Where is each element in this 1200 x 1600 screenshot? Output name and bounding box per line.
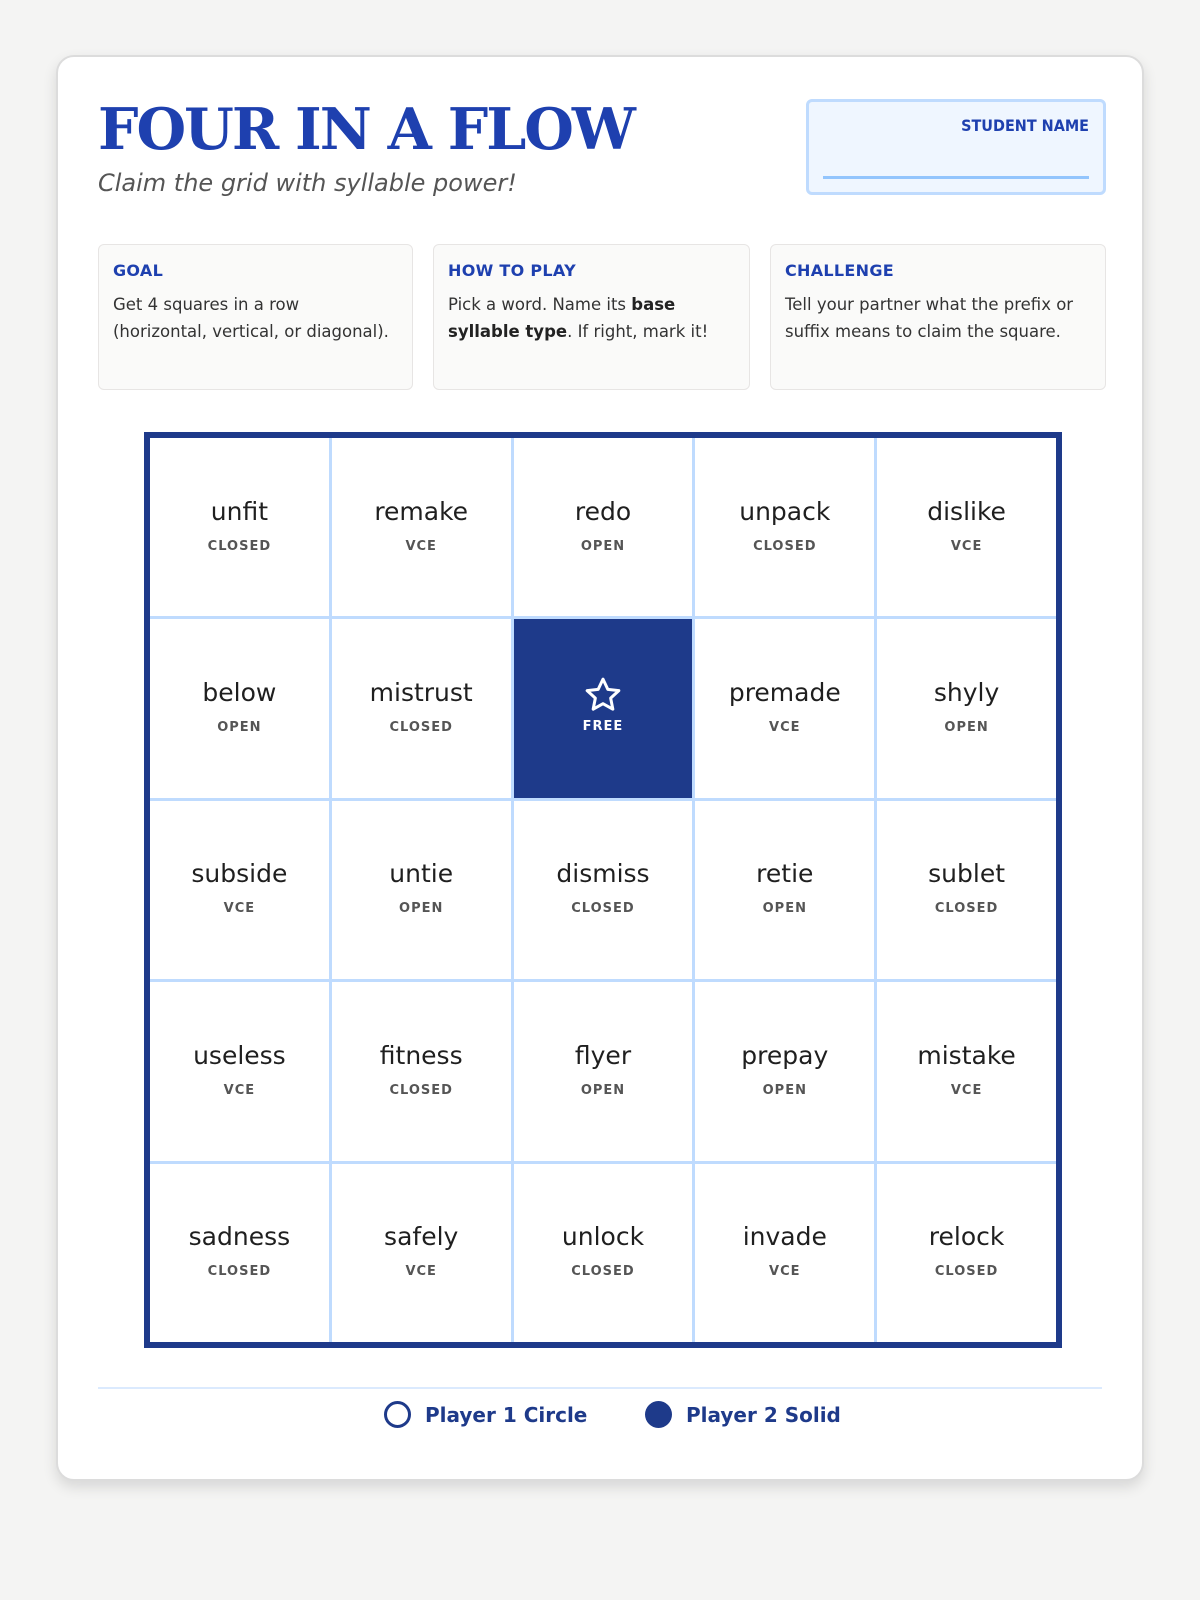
challenge-heading: CHALLENGE xyxy=(785,261,894,280)
how-to-play-text xyxy=(448,291,735,345)
grid-cell[interactable] xyxy=(332,801,511,979)
grid-cell[interactable] xyxy=(877,801,1056,979)
grid-cell[interactable] xyxy=(695,438,874,616)
cell-syllable-type: CLOSED xyxy=(934,901,999,917)
cell-syllable-type: OPEN xyxy=(580,1082,626,1098)
cell-syllable-type: CLOSED xyxy=(389,720,453,736)
cell-word: mistrust xyxy=(369,678,473,708)
how-to-play-box xyxy=(433,244,750,390)
grid-cell[interactable] xyxy=(877,1164,1056,1342)
cell-word: unpack xyxy=(739,496,831,526)
cell-syllable-type: OPEN xyxy=(762,1082,807,1098)
solid-marker-icon xyxy=(645,1401,672,1428)
cell-word: sadness xyxy=(188,1222,291,1252)
cell-syllable-type: VCE xyxy=(950,538,983,554)
cell-word: unlock xyxy=(561,1222,645,1252)
grid-cell[interactable] xyxy=(150,801,329,979)
cell-syllable-type: VCE xyxy=(223,1082,256,1098)
challenge-text: Tell your partner what the prefix or suffix means to claim the square. xyxy=(785,295,1074,341)
grid-cell[interactable] xyxy=(695,982,874,1160)
grid-cell[interactable] xyxy=(877,619,1056,797)
grid-cell[interactable] xyxy=(150,619,329,797)
legend-divider xyxy=(98,1387,1102,1389)
cell-word: untie xyxy=(389,859,454,889)
cell-syllable-type: OPEN xyxy=(399,901,444,917)
page-title: FOUR IN A FLOW xyxy=(98,96,634,163)
student-name-box[interactable] xyxy=(806,99,1106,195)
goal-text: Get 4 squares in a row (horizontal, vertical, or diagonal). xyxy=(113,295,389,341)
cell-syllable-type: CLOSED xyxy=(207,1264,272,1280)
cell-word: below xyxy=(202,678,277,708)
cell-word: redo xyxy=(574,496,632,526)
student-name-line xyxy=(823,176,1089,179)
cell-syllable-type: VCE xyxy=(405,538,437,554)
cell-syllable-type: VCE xyxy=(405,1264,437,1280)
grid-cell[interactable] xyxy=(332,619,511,797)
cell-word: shyly xyxy=(933,678,1000,708)
cell-word: unfit xyxy=(210,496,269,526)
cell-syllable-type: CLOSED xyxy=(389,1082,453,1098)
how-to-play-text-start: Pick a word. Name its xyxy=(448,295,632,314)
cell-word: invade xyxy=(742,1222,827,1252)
page-subtitle: Claim the grid with syllable power! xyxy=(98,169,517,197)
cell-word: fitness xyxy=(379,1040,463,1070)
circle-marker-icon xyxy=(384,1401,411,1428)
goal-box xyxy=(98,244,413,390)
cell-syllable-type: VCE xyxy=(769,720,801,736)
grid-cell[interactable] xyxy=(877,982,1056,1160)
grid-cell[interactable] xyxy=(877,438,1056,616)
free-label: FREE xyxy=(582,719,624,735)
worksheet xyxy=(56,55,1144,1481)
cell-syllable-type: CLOSED xyxy=(753,538,817,554)
cell-word: flyer xyxy=(574,1040,632,1070)
grid-cell[interactable] xyxy=(332,438,511,616)
cell-syllable-type: CLOSED xyxy=(571,1264,635,1280)
cell-word: relock xyxy=(928,1222,1005,1252)
cell-word: sublet xyxy=(928,859,1006,889)
grid-cell[interactable] xyxy=(695,619,874,797)
cell-word: subside xyxy=(191,859,288,889)
challenge-box xyxy=(770,244,1106,390)
grid-cell[interactable] xyxy=(695,801,874,979)
star-icon xyxy=(583,675,623,715)
grid-cell[interactable] xyxy=(150,1164,329,1342)
cell-syllable-type: CLOSED xyxy=(571,901,635,917)
goal-heading: GOAL xyxy=(113,261,164,280)
how-to-play-text-end: . If right, mark it! xyxy=(567,322,709,341)
grid-cell[interactable] xyxy=(150,438,329,616)
cell-syllable-type: OPEN xyxy=(762,901,807,917)
cell-syllable-type: VCE xyxy=(223,901,256,917)
cell-word: prepay xyxy=(741,1040,829,1070)
cell-word: mistake xyxy=(917,1040,1016,1070)
legend-player2 xyxy=(645,1401,841,1428)
grid-cell[interactable] xyxy=(514,1164,693,1342)
grid-cell[interactable] xyxy=(332,982,511,1160)
cell-word: retie xyxy=(756,859,814,889)
game-grid xyxy=(144,432,1062,1348)
cell-syllable-type: OPEN xyxy=(580,538,626,554)
grid-cell[interactable] xyxy=(514,982,693,1160)
cell-word: safely xyxy=(384,1222,459,1252)
cell-syllable-type: VCE xyxy=(769,1264,801,1280)
grid-cell[interactable] xyxy=(150,982,329,1160)
cell-syllable-type: CLOSED xyxy=(207,538,272,554)
cell-syllable-type: OPEN xyxy=(217,720,262,736)
cell-word: remake xyxy=(374,496,469,526)
grid-cell[interactable] xyxy=(514,438,693,616)
cell-word: useless xyxy=(193,1040,286,1070)
cell-word: premade xyxy=(728,678,841,708)
grid-cell[interactable] xyxy=(514,801,693,979)
legend-player1-label: Player 1 Circle xyxy=(425,1402,588,1427)
cell-word: dismiss xyxy=(556,859,650,889)
grid-cell[interactable] xyxy=(695,1164,874,1342)
student-name-label: STUDENT NAME xyxy=(961,116,1089,135)
legend-player2-label: Player 2 Solid xyxy=(686,1402,841,1427)
how-to-play-text-bold: base syllable type xyxy=(448,295,676,341)
cell-word: dislike xyxy=(927,496,1006,526)
free-space-cell[interactable] xyxy=(514,619,693,797)
cell-syllable-type: OPEN xyxy=(944,720,989,736)
cell-syllable-type: VCE xyxy=(950,1082,983,1098)
cell-syllable-type: CLOSED xyxy=(934,1264,999,1280)
legend-player1 xyxy=(384,1401,587,1428)
how-to-play-heading: HOW TO PLAY xyxy=(448,261,576,280)
grid-cell[interactable] xyxy=(332,1164,511,1342)
